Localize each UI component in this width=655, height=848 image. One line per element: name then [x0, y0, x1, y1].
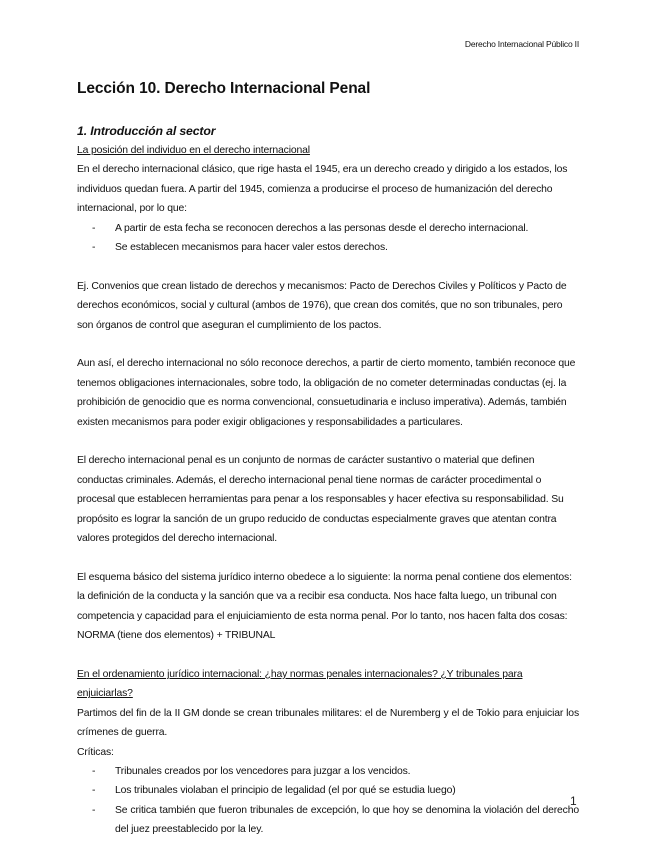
criticism-list [77, 762, 579, 840]
paragraph-classic-law: En el derecho internacional clásico, que rige hasta el 1945, era un derecho creado y dirigido a los estados, los individuos quedan fuera. A partir del 1945, comienza a producirse el proceso de humanización del derecho internacional, por lo que: [77, 164, 568, 215]
rights-list [77, 219, 579, 258]
lesson-title: Lección 10. Derecho Internacional Penal [77, 80, 371, 97]
spacer [77, 335, 579, 354]
spacer [77, 646, 579, 665]
section-heading: 1. Introducción al sector [77, 124, 216, 138]
paragraph-definition: El derecho internacional penal es un conjunto de normas de carácter sustantivo o material que definen conductas criminales. Además, el derecho internacional penal tiene normas de carácter procedimental o procesal que establecen herramientas para penar a los responsables y hacer efectiva su responsabilidad. Su propósito es lograr la sanción de un grupo reducido de conductas especialmente graves que atentan contra valores protegidos del derecho internacional. [77, 455, 564, 545]
spacer [77, 432, 579, 451]
list-item: - Tribunales creados por los vencedores para juzgar a los vencidos. [77, 762, 579, 781]
list-item: - Se establecen mecanismos para hacer valer estos derechos. [77, 238, 579, 257]
subheading-individual-position: La posición del individuo en el derecho internacional [77, 145, 310, 156]
list-item: - A partir de esta fecha se reconocen derechos a las personas desde el derecho internacional. [77, 219, 579, 238]
spacer [77, 548, 579, 567]
running-header: Derecho Internacional Público II [464, 39, 579, 49]
paragraph-obligations: Aun así, el derecho internacional no sólo reconoce derechos, a partir de cierto momento, también reconoce que tenemos obligaciones internacionales, sobre todo, la obligación de no cometer determinadas conductas (ej. la prohibición de genocidio que es norma convencional, consuetudinaria e incluso imperativa). Además, también existen mecanismos para poder exigir obligaciones y responsabilidades a particulares. [77, 358, 576, 428]
criticas-label: Críticas: [77, 746, 114, 758]
paragraph-ww2-tribunals: Partimos del fin de la II GM donde se crean tribunales militares: el de Nuremberg y el de Tokio para enjuiciar los crímenes de guerra. [77, 707, 579, 739]
list-item: - Los tribunales violaban el principio de legalidad (el por qué se estudia luego) [77, 781, 579, 800]
spacer [77, 257, 579, 276]
page-number: 1 [570, 794, 577, 808]
paragraph-basic-scheme: El esquema básico del sistema jurídico interno obedece a lo siguiente: la norma penal contiene dos elementos: la definición de la conducta y la sanción que va a recibir esa conducta. Nos hace falta luego, un tribunal con competencia y capacidad para el enjuiciamiento de esta norma penal. Por lo tanto, nos hacen falta dos cosas: NORMA (tiene dos elementos) + TRIBUNAL [77, 571, 572, 642]
list-item: - Se critica también que fueron tribunales de excepción, lo que hoy se denomina la violación del derecho del juez preestablecido por la ley. [77, 801, 579, 840]
paragraph-conventions-example: Ej. Convenios que crean listado de derechos y mecanismos: Pacto de Derechos Civiles y Políticos y Pacto de derechos económicos, social y cultural (ambos de 1976), que crean dos comités, que no son tribunales, pero son órganos de control que aseguran el cumplimiento de los pactos. [77, 280, 567, 331]
subheading-international-order: En el ordenamiento jurídico internacional: ¿hay normas penales internacionales? ¿Y tribunales para enjuiciarlas? [77, 668, 523, 700]
document-body [77, 122, 579, 840]
